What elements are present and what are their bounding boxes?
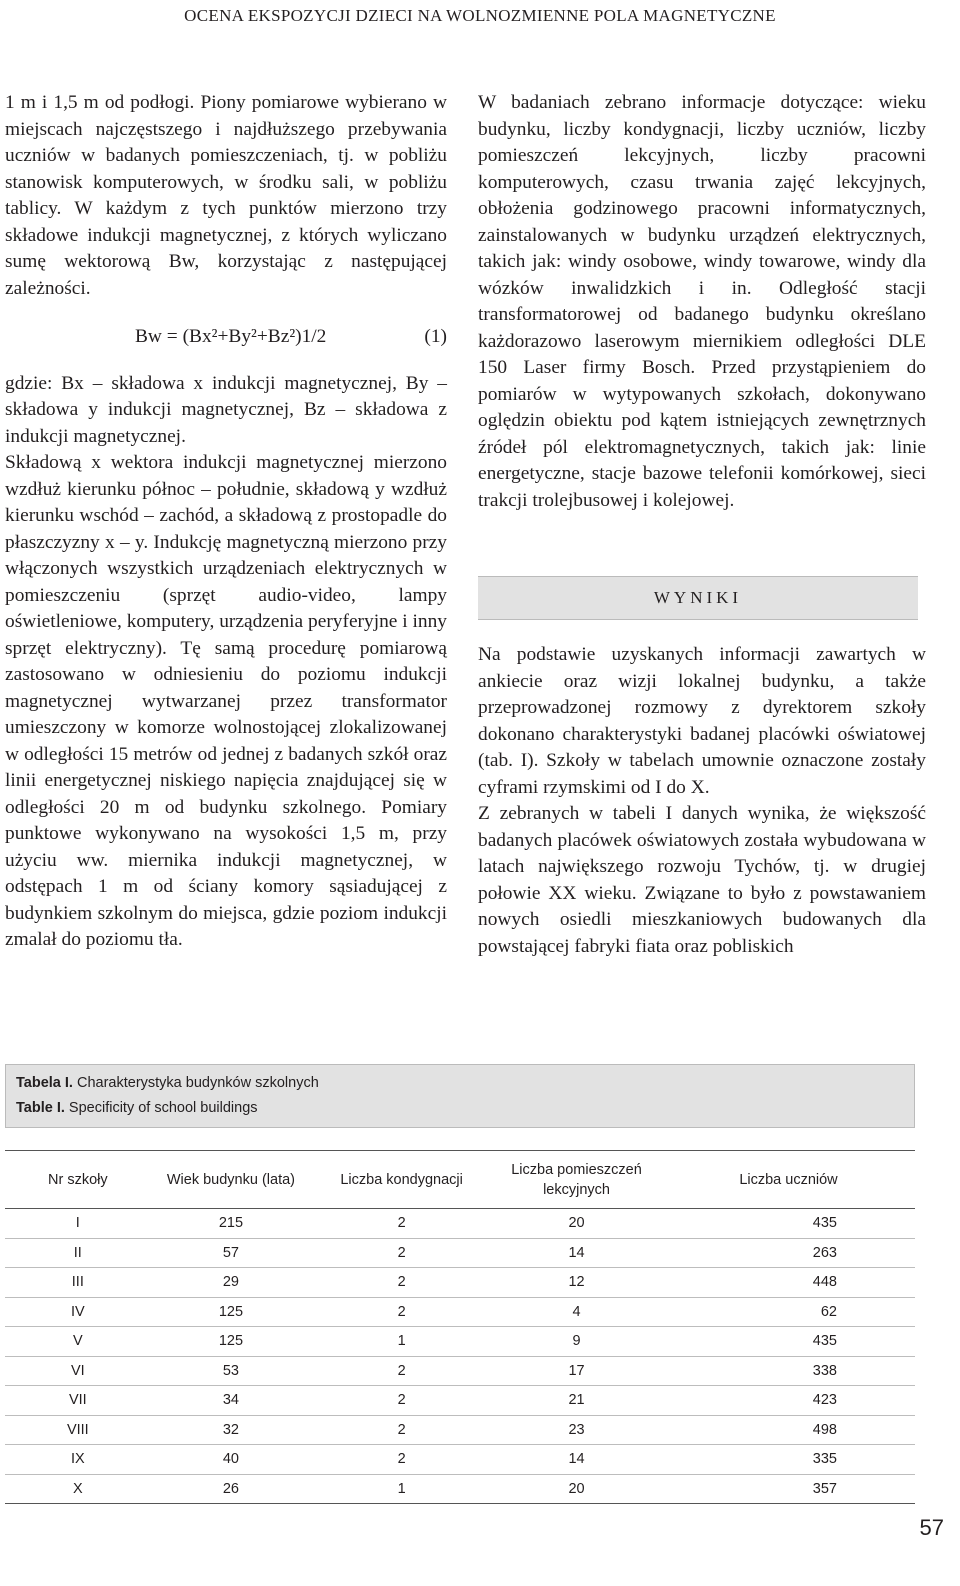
table-cell: 125	[151, 1297, 312, 1327]
table-cell: 20	[492, 1474, 661, 1504]
table-row	[5, 1474, 915, 1504]
table-cell: 125	[151, 1327, 312, 1357]
table-cell: 335	[661, 1445, 915, 1475]
table-cell: 2	[311, 1386, 492, 1416]
table-cell: 2	[311, 1238, 492, 1268]
table-row	[5, 1327, 915, 1357]
paragraph: Na podstawie uzyskanych informacji zawartych w ankiecie oraz wizji lokalnej budynku, a także przeprowadzonej rozmowy z dyrektorem szkoły dokonano charakterystyki badanej placówki oświatowej (tab. I). Szkoły w tabelach umownie oznaczone zostały cyframi rzymskimi od I do X.	[478, 644, 926, 798]
table-cell: 2	[311, 1445, 492, 1475]
table-cell: 435	[661, 1327, 915, 1357]
equation	[5, 324, 447, 351]
caption-label: Tabela I.	[16, 1075, 73, 1091]
table-cell: 435	[661, 1209, 915, 1239]
table-header-row	[5, 1151, 915, 1209]
table-cell: 9	[492, 1327, 661, 1357]
table-cell: 1	[311, 1474, 492, 1504]
table-cell: 14	[492, 1445, 661, 1475]
paragraph: 1 m i 1,5 m od podłogi. Piony pomiarowe wybierano w miejscach najczęstszego i najdłuższego przebywania uczniów w badanych pomieszczeniach, tj. w pobliżu stanowisk komputerowych, w środku sali, w pobliżu tablicy. W każdym z tych punktów mierzono trzy składowe indukcji magnetycznej, z których wyliczano sumę wektorową Bw, korzystając z następującej zależności.	[5, 92, 447, 299]
table-cell: VIII	[5, 1415, 151, 1445]
table-cell: 12	[492, 1268, 661, 1298]
table-cell: 2	[311, 1268, 492, 1298]
equation-body: Bw = (Bx²+By²+Bz²)1/2	[135, 326, 327, 347]
table-cell: 17	[492, 1356, 661, 1386]
table-cell: 423	[661, 1386, 915, 1416]
table-cell: 26	[151, 1474, 312, 1504]
table-cell: 53	[151, 1356, 312, 1386]
table-cell: 32	[151, 1415, 312, 1445]
table-row	[5, 1386, 915, 1416]
table-cell: 2	[311, 1415, 492, 1445]
caption-text: Specificity of school buildings	[68, 1100, 258, 1116]
table-row	[5, 1297, 915, 1327]
table-cell: 57	[151, 1238, 312, 1268]
column-header: Wiek budynku (lata)	[151, 1151, 312, 1209]
table-cell: IV	[5, 1297, 151, 1327]
table-row	[5, 1238, 915, 1268]
table-cell: 448	[661, 1268, 915, 1298]
table-cell: 2	[311, 1209, 492, 1239]
table-cell: 21	[492, 1386, 661, 1416]
table-cell: VI	[5, 1356, 151, 1386]
table-cell: V	[5, 1327, 151, 1357]
table-row	[5, 1445, 915, 1475]
table-cell: II	[5, 1238, 151, 1268]
table-cell: 29	[151, 1268, 312, 1298]
paragraph: gdzie: Bx – składowa x indukcji magnetycznej, By – składowa y indukcji magnetycznej, Bz – składowa z indukcji magnetycznej.	[5, 372, 447, 447]
table-cell: 338	[661, 1356, 915, 1386]
table-cell: VII	[5, 1386, 151, 1416]
table-cell: 1	[311, 1327, 492, 1357]
column-header: Nr szkoły	[5, 1151, 151, 1209]
table-cell: I	[5, 1209, 151, 1239]
table-cell: 498	[661, 1415, 915, 1445]
table-cell: IX	[5, 1445, 151, 1475]
paragraph: W badaniach zebrano informacje dotyczące: wieku budynku, liczby kondygnacji, liczby uczniów, liczby pomieszczeń lekcyjnych, liczby pracowni komputerowych, czasu trwania zajęć lekcyjnych, obłożenia godzinowego pracowni informatycznych, zainstalowanych w budynku urządzeń elektrycznych, takich jak: windy osobowe, windy towarowe, windy dla wózków inwalidzkich i in. Odległość stacji transformatorowej od badanego budynku określano każdorazowo laserowym miernikiem odległości DLE 150 Laser firmy Bosch. Przed przystąpieniem do pomiarów w wytypowanych szkołach, dokonywano oględzin obiektu pod kątem istniejących zewnętrznych źródeł pól elektromagnetycznych, takich jak: linie energetyczne, stacje bazowe telefonii komórkowej, sieci trakcji trolejbusowej i kolejowej.	[478, 92, 926, 511]
table-cell: 62	[661, 1297, 915, 1327]
column-header: Liczba kondygnacji	[311, 1151, 492, 1209]
table-cell: 14	[492, 1238, 661, 1268]
paragraph: Z zebranych w tabeli I danych wynika, że większość badanych placówek oświatowych została wybudowana w latach największego rozwoju Tychów, tj. w drugiej połowie XX wieku. Związane to było z powstawaniem nowych osiedli mieszkaniowych budowanych dla powstającej fabryki fiata oraz pobliskich	[478, 803, 926, 957]
equation-number: (1)	[424, 326, 447, 347]
table-caption	[5, 1064, 915, 1128]
table-cell: 357	[661, 1474, 915, 1504]
paragraph: Składową x wektora indukcji magnetycznej mierzono wzdłuż kierunku północ – południe, składową y wzdłuż kierunku wschód – zachód, a składową z prostopadle do płaszczyzny x – y. Indukcję magnetyczną mierzono przy włączonych wszystkich urządzeniach elektrycznych w pomieszczeniu (sprzęt audio-video, lampy oświetleniowe, komputery, urządzenia peryferyjne i inny sprzęt elektryczny). Tę samą procedurę pomiarową zastosowano w odniesieniu do poziomu indukcji magnetycznej wytwarzanej przez transformator umieszczony w komorze wolnostojącej zlokalizowanej w odległości 15 metrów od jednej z badanych szkół oraz linii energetycznej niskiego napięcia znajdującej się w odległości 20 m od budynku szkolnego. Pomiary punktowe wykonywano na wysokości 1,5 m, przy użyciu ww. miernika indukcji magnetycznej, w odstępach 1 m od ściany komory sąsiadującej z budynkiem szkolnym do miejsca, gdzie poziom indukcji zmalał do poziomu tła.	[5, 452, 447, 950]
table-cell: 20	[492, 1209, 661, 1239]
table-cell: 215	[151, 1209, 312, 1239]
table-cell: 4	[492, 1297, 661, 1327]
table-cell: III	[5, 1268, 151, 1298]
table-cell: 40	[151, 1445, 312, 1475]
table-row	[5, 1356, 915, 1386]
school-buildings-table	[5, 1150, 915, 1504]
page-number: 57	[919, 1515, 944, 1540]
caption-text: Charakterystyka budynków szkolnych	[76, 1075, 319, 1091]
table-cell: 2	[311, 1297, 492, 1327]
table-cell: 2	[311, 1356, 492, 1386]
running-title: OCENA EKSPOZYCJI DZIECI NA WOLNOZMIENNE POLA MAGNETYCZNE	[184, 6, 776, 25]
column-header: Liczba pomieszczeń lekcyjnych	[492, 1151, 661, 1209]
section-heading: WYNIKI	[478, 576, 918, 620]
left-column	[5, 90, 447, 954]
table-row	[5, 1209, 915, 1239]
table-cell: 23	[492, 1415, 661, 1445]
table-cell: X	[5, 1474, 151, 1504]
table-cell: 263	[661, 1238, 915, 1268]
table-row	[5, 1268, 915, 1298]
table-cell: 34	[151, 1386, 312, 1416]
caption-english	[16, 1096, 904, 1121]
table-row	[5, 1415, 915, 1445]
right-column	[478, 90, 926, 960]
column-header: Liczba uczniów	[661, 1151, 915, 1209]
caption-label: Table I.	[16, 1100, 65, 1116]
caption-polish	[16, 1071, 904, 1096]
